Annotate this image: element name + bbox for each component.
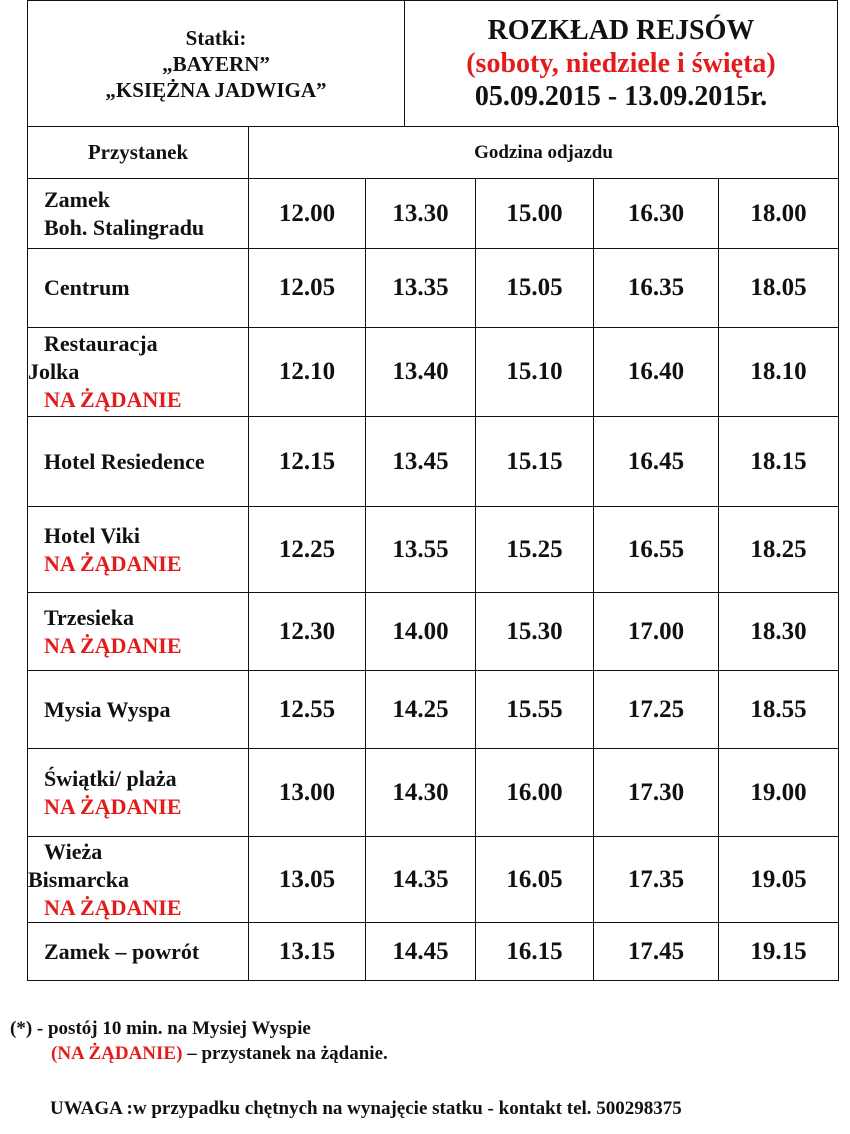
stop-name-line: Bismarcka [28, 866, 130, 892]
departure-time-cell: 13.55 [366, 507, 476, 593]
departure-time-cell: 16.35 [594, 249, 719, 328]
table-row [28, 328, 839, 417]
stop-name-line: Świątki/ plaża [44, 765, 177, 791]
on-request-label: NA ŻĄDANIE [44, 894, 182, 920]
stop-name-cell [28, 749, 249, 837]
departure-time-cell: 18.25 [719, 507, 839, 593]
stop-name-cell [28, 328, 249, 417]
footnote-contact: UWAGA :w przypadku chętnych na wynajęcie statku - kontakt tel. 500298375 [50, 1098, 682, 1119]
departure-time-cell: 13.35 [366, 249, 476, 328]
footnote-on-request [51, 1042, 388, 1066]
table-row [28, 417, 839, 507]
page-subtitle: (soboty, niedziele i święta) [466, 48, 776, 79]
ship-name-ksiezna-jadwiga: „KSIĘŻNA JADWIGA” [105, 77, 327, 102]
departure-time-cell: 16.15 [476, 923, 594, 981]
departure-time-cell: 15.25 [476, 507, 594, 593]
title-header [404, 0, 838, 127]
departure-time-cell: 17.30 [594, 749, 719, 837]
stop-name-cell [28, 179, 249, 249]
departure-time-cell: 15.55 [476, 671, 594, 749]
departure-time-cell: 18.30 [719, 593, 839, 671]
departure-time-cell: 14.30 [366, 749, 476, 837]
stop-name-cell [28, 671, 249, 749]
departure-time-cell: 14.45 [366, 923, 476, 981]
departure-time-cell: 17.35 [594, 837, 719, 923]
departure-time-cell: 16.45 [594, 417, 719, 507]
departure-time-cell: 18.55 [719, 671, 839, 749]
departure-time-cell: 13.05 [249, 837, 366, 923]
stop-name-cell [28, 837, 249, 923]
departure-time-cell: 13.45 [366, 417, 476, 507]
departure-time-cell: 12.25 [249, 507, 366, 593]
on-request-label: NA ŻĄDANIE [44, 387, 182, 412]
departure-time-cell: 16.05 [476, 837, 594, 923]
departure-time-cell: 12.15 [249, 417, 366, 507]
departure-time-cell: 15.05 [476, 249, 594, 328]
departure-time-cell: 12.05 [249, 249, 366, 328]
table-row [28, 593, 839, 671]
table-row [28, 179, 839, 249]
page-title: ROZKŁAD REJSÓW [487, 15, 755, 46]
footnote-on-request-text: – przystanek na żądanie. [182, 1043, 388, 1064]
departure-time-cell: 12.00 [249, 179, 366, 249]
footnote-on-request-label: (NA ŻĄDANIE) [51, 1043, 183, 1064]
stop-name-cell [28, 417, 249, 507]
on-request-label: NA ŻĄDANIE [44, 632, 182, 658]
table-row [28, 837, 839, 923]
departure-time-cell: 12.30 [249, 593, 366, 671]
departure-time-cell: 18.00 [719, 179, 839, 249]
departure-time-cell: 19.15 [719, 923, 839, 981]
departure-time-cell: 16.40 [594, 328, 719, 417]
stop-name-line: Wieża [44, 838, 103, 864]
departure-time-cell: 14.25 [366, 671, 476, 749]
table-row [28, 749, 839, 837]
departure-time-cell: 17.00 [594, 593, 719, 671]
table-header-row [28, 127, 839, 179]
column-header-departure: Godzina odjazdu [249, 127, 839, 179]
stop-name-line: Hotel Resiedence [44, 448, 205, 474]
departure-time-cell: 15.10 [476, 328, 594, 417]
date-range: 05.09.2015 - 13.09.2015r. [474, 81, 768, 112]
departure-time-cell: 12.10 [249, 328, 366, 417]
departure-time-cell: 12.55 [249, 671, 366, 749]
departure-time-cell: 17.25 [594, 671, 719, 749]
column-header-stop: Przystanek [28, 127, 249, 179]
stop-name-line: Trzesieka [44, 604, 135, 630]
stop-name-cell [28, 593, 249, 671]
departure-time-cell: 16.30 [594, 179, 719, 249]
on-request-label: NA ŻĄDANIE [44, 793, 182, 819]
departure-time-cell: 15.30 [476, 593, 594, 671]
table-row [28, 923, 839, 981]
ship-name-bayern: „BAYERN” [162, 51, 270, 76]
schedule-table [27, 126, 839, 981]
stop-name-cell [28, 249, 249, 328]
departure-time-cell: 15.00 [476, 179, 594, 249]
departure-time-cell: 18.05 [719, 249, 839, 328]
stop-name-line: Hotel Viki [44, 522, 140, 548]
table-row [28, 249, 839, 328]
departure-time-cell: 19.05 [719, 837, 839, 923]
schedule-body [28, 179, 839, 981]
departure-time-cell: 18.15 [719, 417, 839, 507]
departure-time-cell: 16.55 [594, 507, 719, 593]
ships-label: Statki: [185, 25, 247, 50]
departure-time-cell: 19.00 [719, 749, 839, 837]
stop-name-cell [28, 507, 249, 593]
departure-time-cell: 16.00 [476, 749, 594, 837]
stop-name-line: Restauracja [44, 331, 158, 356]
stop-name-cell [28, 923, 249, 981]
stop-name-line: Zamek – powrót [44, 938, 200, 964]
ships-header [27, 0, 405, 127]
stop-name-line: Zamek [44, 186, 110, 212]
stop-name-line: Boh. Stalingradu [44, 214, 205, 240]
departure-time-cell: 15.15 [476, 417, 594, 507]
departure-time-cell: 14.00 [366, 593, 476, 671]
table-row [28, 507, 839, 593]
on-request-label: NA ŻĄDANIE [44, 550, 182, 576]
departure-time-cell: 13.40 [366, 328, 476, 417]
stop-name-line: Jolka [28, 359, 80, 384]
departure-time-cell: 13.30 [366, 179, 476, 249]
footnote-stop-duration: (*) - postój 10 min. na Mysiej Wyspie [10, 1018, 311, 1039]
stop-name-line: Mysia Wyspa [44, 696, 171, 722]
stop-name-line: Centrum [44, 275, 130, 300]
departure-time-cell: 14.35 [366, 837, 476, 923]
table-row [28, 671, 839, 749]
departure-time-cell: 17.45 [594, 923, 719, 981]
departure-time-cell: 18.10 [719, 328, 839, 417]
departure-time-cell: 13.00 [249, 749, 366, 837]
departure-time-cell: 13.15 [249, 923, 366, 981]
